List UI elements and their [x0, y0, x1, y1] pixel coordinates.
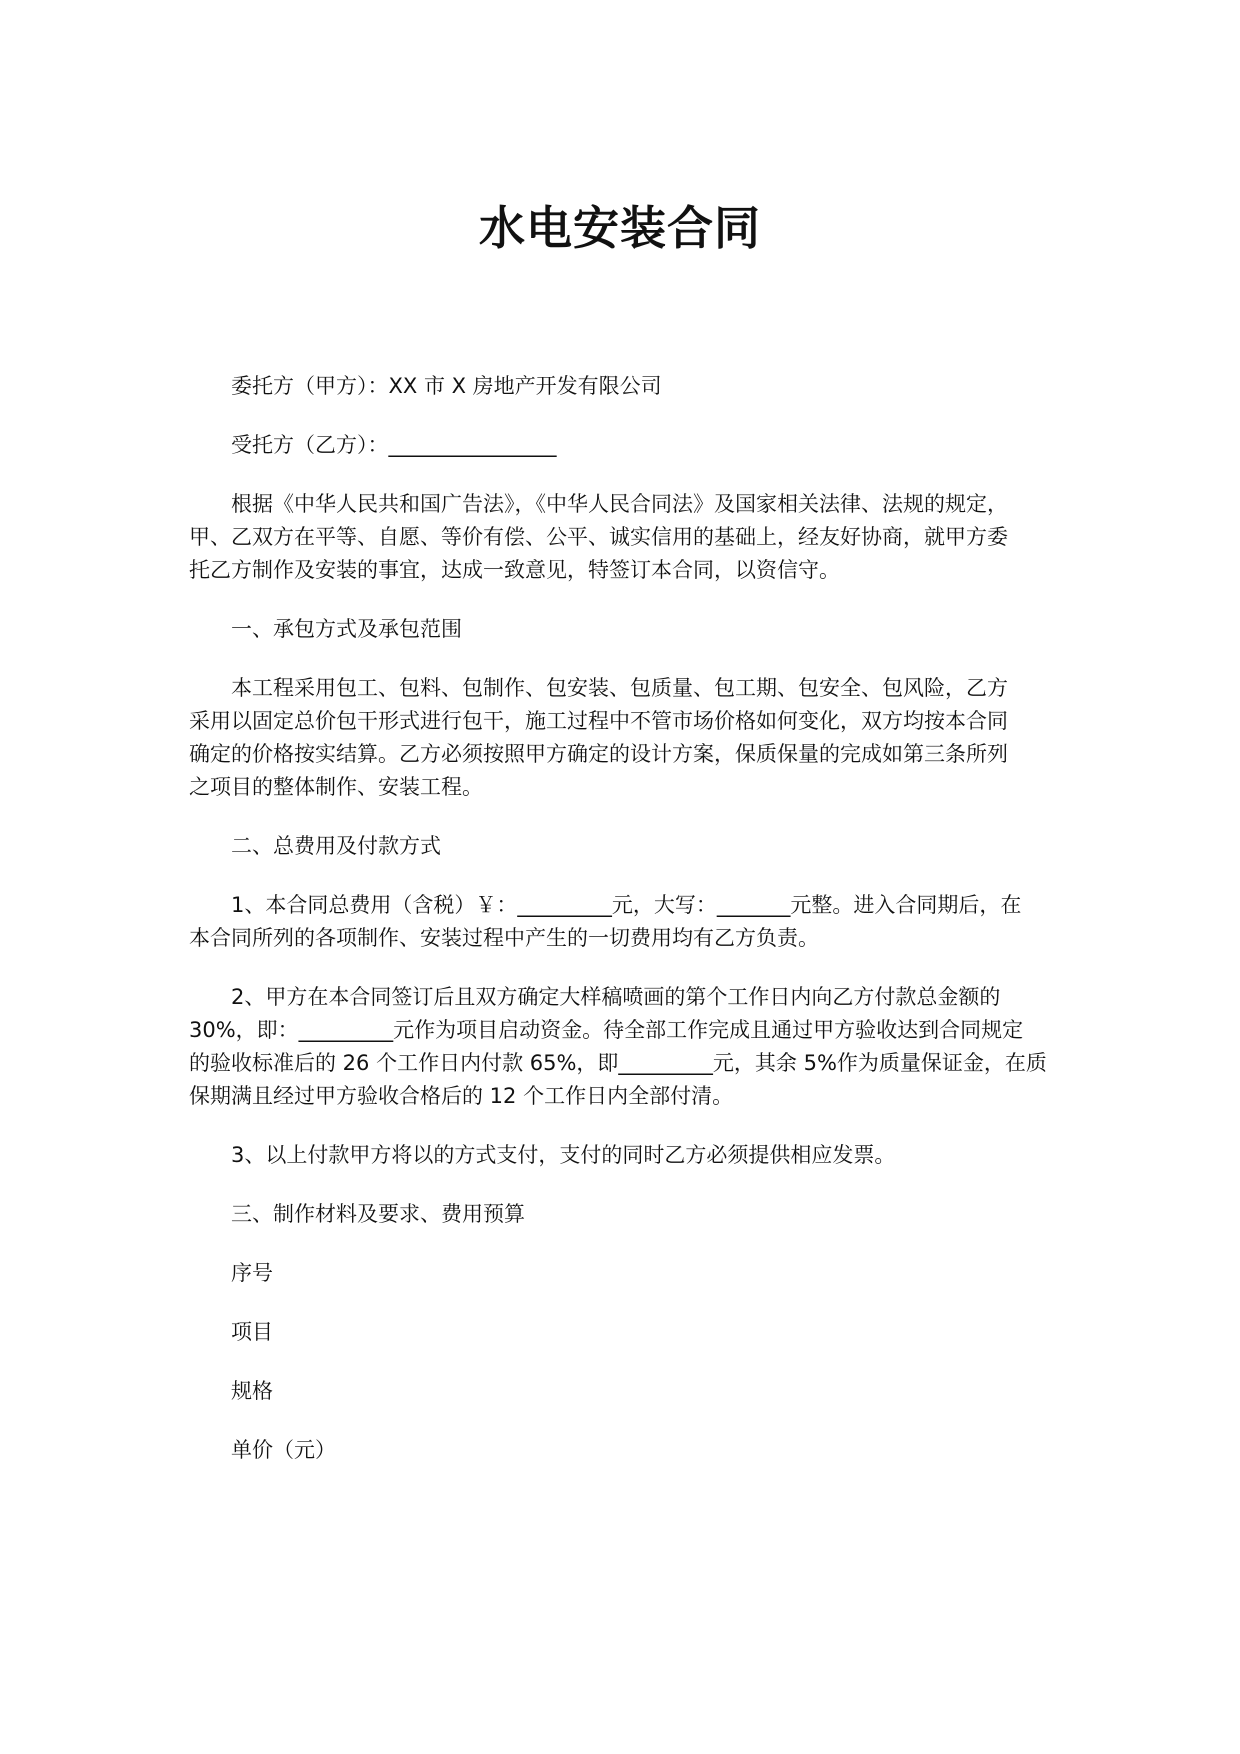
- table-header-item: 项目: [231, 1320, 273, 1344]
- section-1-line-1: 本工程采用包工、包料、包制作、包安装、包质量、包工期、包安全、包风险，乙方: [231, 676, 1008, 700]
- clause-1-line-2: 本合同所列的各项制作、安装过程中产生的一切费用均有乙方负责。: [189, 926, 819, 950]
- clause-2-line-4: 保期满且经过甲方验收合格后的 12 个工作日内全部付清。: [189, 1084, 734, 1108]
- clause-2-line-1: 2、甲方在本合同签订后且双方确定大样稿喷画的第个工作日内向乙方付款总金额的: [231, 985, 1001, 1009]
- section-1-line-3: 确定的价格按实结算。乙方必须按照甲方确定的设计方案，保质保量的完成如第三条所列: [189, 742, 1008, 766]
- section-1-heading: 一、承包方式及承包范围: [231, 617, 462, 641]
- intro-line-3: 托乙方制作及安装的事宜，达成一致意见，特签订本合同，以资信守。: [189, 558, 840, 582]
- table-header-spec: 规格: [231, 1379, 273, 1403]
- section-2-heading: 二、总费用及付款方式: [231, 834, 441, 858]
- clause-2-line-3: 的验收标准后的 26 个工作日内付款 65%，即_________元，其余 5%作为质量保证金，在质: [189, 1051, 1047, 1075]
- table-header-index: 序号: [231, 1261, 273, 1285]
- party-a-line: 委托方（甲方）：XX 市 X 房地产开发有限公司: [231, 374, 662, 398]
- intro-line-2: 甲、乙双方在平等、自愿、等价有偿、公平、诚实信用的基础上，经友好协商，就甲方委: [189, 525, 1008, 549]
- intro-line-1: 根据《中华人民共和国广告法》，《中华人民合同法》及国家相关法律、法规的规定，: [231, 492, 1008, 516]
- document-title: 水电安装合同: [479, 201, 761, 255]
- section-3-heading: 三、制作材料及要求、费用预算: [231, 1202, 525, 1226]
- clause-2-line-2: 30%，即：_________元作为项目启动资金。待全部工作完成且通过甲方验收达到合同规定: [189, 1018, 1024, 1042]
- party-b-line: 受托方（乙方）：________________: [231, 433, 557, 457]
- section-1-line-2: 采用以固定总价包干形式进行包干，施工过程中不管市场价格如何变化，双方均按本合同: [189, 709, 1008, 733]
- table-header-unit-price: 单价（元）: [231, 1438, 336, 1462]
- clause-3-line: 3、以上付款甲方将以的方式支付，支付的同时乙方必须提供相应发票。: [231, 1143, 896, 1167]
- section-1-line-4: 之项目的整体制作、安装工程。: [189, 775, 483, 799]
- clause-1-line-1: 1、本合同总费用（含税）￥：_________元，大写：_______元整。进入合同期后，在: [231, 893, 1022, 917]
